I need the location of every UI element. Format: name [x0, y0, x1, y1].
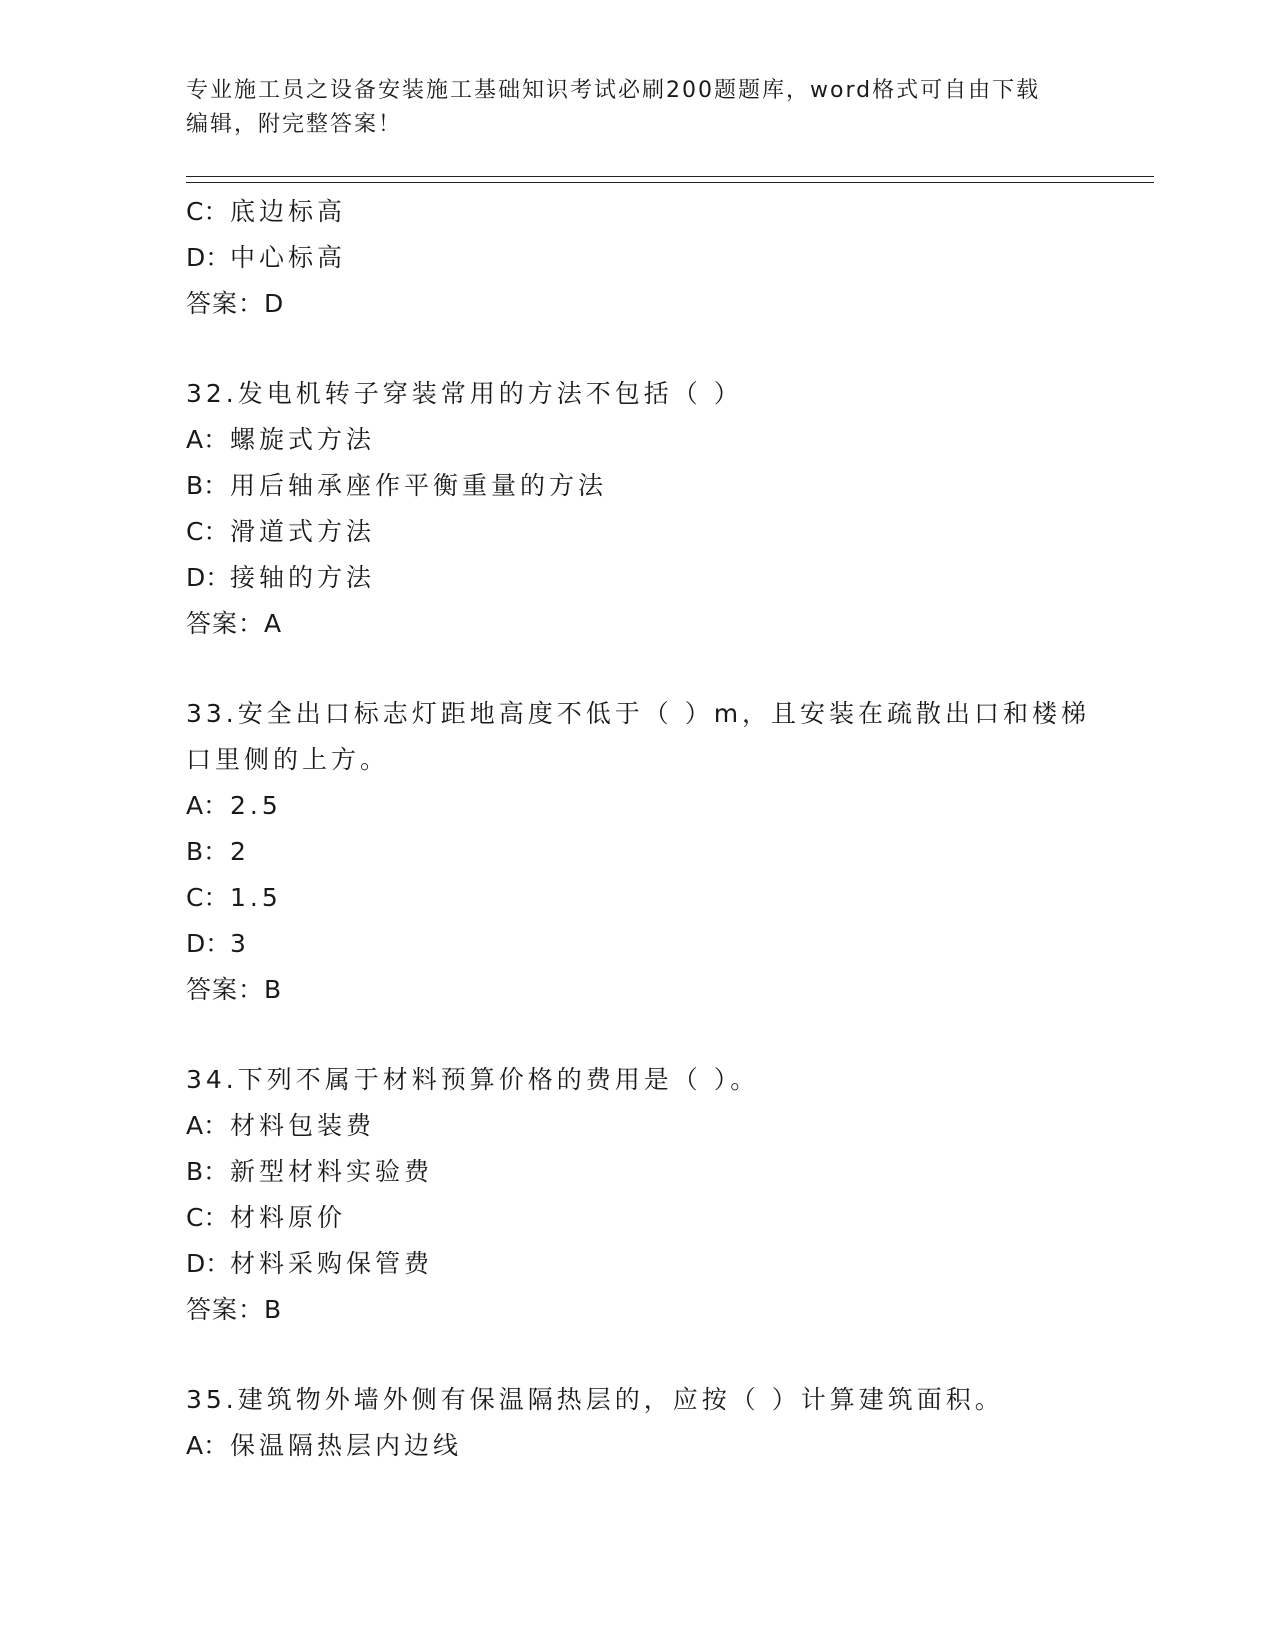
header-line-2: 编辑，附完整答案！: [186, 112, 403, 137]
option-row: [186, 1103, 1086, 1149]
question-stem-continued: 口里侧的上方。: [186, 745, 390, 774]
question-stem: 35.建筑物外墙外侧有保温隔热层的，应按（ ）计算建筑面积。: [186, 1385, 1004, 1414]
option-text: 1.5: [230, 883, 282, 912]
option-key: D：: [186, 563, 231, 592]
option-key: A：: [186, 1111, 229, 1140]
answer-line: 答案：B: [186, 1295, 283, 1324]
option-row: [186, 1241, 1086, 1287]
option-key: D：: [186, 929, 231, 958]
question-stem: 32.发电机转子穿装常用的方法不包括（ ）: [186, 379, 743, 408]
option-key: B：: [186, 471, 229, 500]
option-row: [186, 921, 1086, 967]
question-carryover: [186, 189, 1086, 327]
option-text: 中心标高: [230, 243, 347, 272]
option-text: 材料原价: [230, 1203, 347, 1232]
option-text: 接轴的方法: [230, 563, 376, 592]
option-text: 底边标高: [230, 197, 347, 226]
option-row: [186, 509, 1086, 555]
question-stem: 33.安全出口标志灯距地高度不低于（ ）m，且安装在疏散出口和楼梯: [186, 699, 1091, 728]
option-key: C：: [186, 1203, 229, 1232]
option-text: 保温隔热层内边线: [230, 1431, 463, 1460]
option-key: C：: [186, 197, 229, 226]
option-row: [186, 555, 1086, 601]
option-text: 用后轴承座作平衡重量的方法: [230, 471, 608, 500]
question-33: [186, 691, 1091, 1013]
answer-line: 答案：A: [186, 609, 283, 638]
option-row: [186, 189, 1086, 235]
option-key: A：: [186, 791, 229, 820]
question-32: [186, 371, 1086, 647]
option-row: [186, 875, 1086, 921]
answer-line: 答案：B: [186, 975, 283, 1004]
option-key: B：: [186, 1157, 229, 1186]
option-text: 3: [230, 929, 250, 958]
header-divider-bottom: [186, 182, 1154, 183]
option-row: [186, 463, 1086, 509]
header-divider-top: [186, 176, 1154, 177]
option-key: C：: [186, 883, 229, 912]
option-row: [186, 1423, 1086, 1469]
option-key: C：: [186, 517, 229, 546]
option-text: 2: [230, 837, 250, 866]
question-stem: 34.下列不属于材料预算价格的费用是（ ）。: [186, 1065, 760, 1094]
option-text: 材料包装费: [230, 1111, 376, 1140]
option-key: D：: [186, 243, 231, 272]
option-row: [186, 829, 1086, 875]
option-text: 2.5: [230, 791, 282, 820]
question-34: [186, 1057, 1086, 1333]
option-row: [186, 1149, 1086, 1195]
option-key: A：: [186, 425, 229, 454]
option-key: B：: [186, 837, 229, 866]
option-row: [186, 1195, 1086, 1241]
option-row: [186, 235, 1086, 281]
header-line-1: 专业施工员之设备安装施工基础知识考试必刷200题题库，word格式可自由下载: [186, 78, 1041, 103]
option-row: [186, 783, 1086, 829]
option-text: 材料采购保管费: [230, 1249, 434, 1278]
question-list: [186, 189, 1091, 1469]
option-text: 新型材料实验费: [230, 1157, 434, 1186]
question-35: [186, 1377, 1086, 1469]
option-key: D：: [186, 1249, 231, 1278]
option-text: 滑道式方法: [230, 517, 376, 546]
document-header: [186, 74, 1086, 142]
option-row: [186, 417, 1086, 463]
option-text: 螺旋式方法: [230, 425, 376, 454]
option-key: A：: [186, 1431, 229, 1460]
answer-line: 答案：D: [186, 289, 285, 318]
